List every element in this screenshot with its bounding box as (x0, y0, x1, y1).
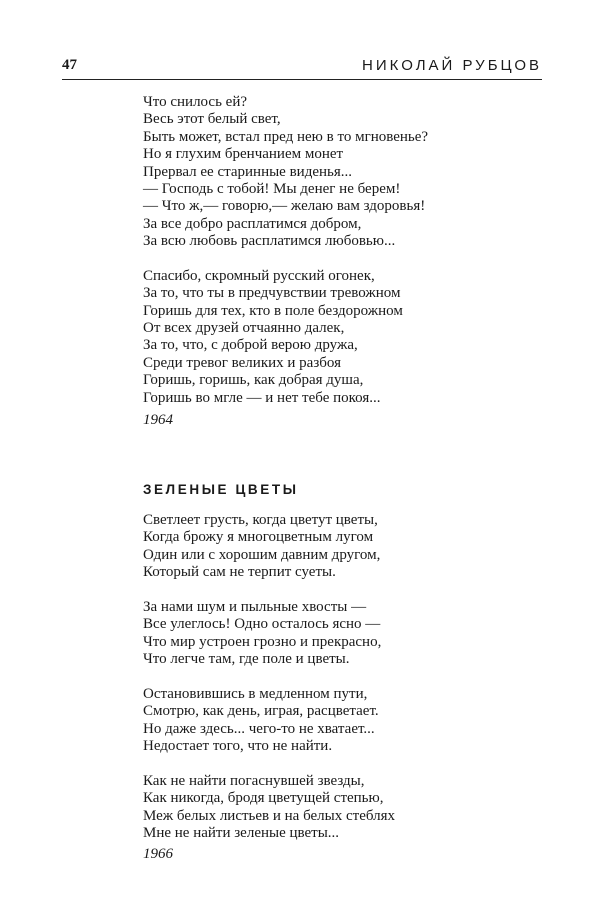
poem-line: Что мир устроен грозно и прекрасно, (143, 633, 382, 650)
poem-line: Но я глухим бренчанием монет (143, 146, 344, 163)
poem-line: Когда брожу я многоцветным лугом (143, 529, 374, 546)
poem-line: — Что ж,— говорю,— желаю вам здоровья! (143, 198, 426, 215)
poem-line: Спасибо, скромный русский огонек, (143, 267, 375, 284)
poem-2-date: 1966 (143, 846, 173, 862)
poem-line: — Господь с тобой! Мы денег не берем! (143, 180, 401, 197)
poem-line: Горишь во мгле — и нет тебе покоя... (143, 389, 381, 406)
poem-line: За то, что ты в предчувствии тревожном (143, 285, 401, 302)
poem-line: Один или с хорошим давним другом, (143, 546, 381, 563)
stanza (143, 599, 543, 669)
poem-line: Светлеет грусть, когда цветут цветы, (143, 512, 378, 528)
stanza (143, 94, 543, 251)
poem-line: Горишь для тех, кто в поле бездорожном (143, 302, 403, 319)
poem-line: Как не найти погаснувшей звезды, (143, 772, 365, 789)
poem-line: Быть может, встал пред нею в то мгновенье? (143, 128, 429, 145)
stanza (143, 686, 543, 756)
running-head (62, 55, 542, 81)
poem-line: Остановившись в медленном пути, (143, 685, 368, 702)
poem-line: Недостает того, что не найти. (143, 738, 333, 755)
poem-line: Все улеглось! Одно осталось ясно — (143, 616, 381, 633)
poem-line: За то, что, с доброй верою дружа, (143, 337, 358, 354)
header-rule (62, 79, 542, 80)
poem-line: Мне не найти зеленые цветы... (143, 825, 340, 842)
poem-line: Который сам не терпит суеты. (143, 564, 336, 581)
poem-line: За всю любовь расплатимся любовью... (143, 233, 396, 250)
stanza-gap (143, 755, 543, 772)
poem-1-date: 1964 (143, 412, 173, 428)
stanza (143, 512, 543, 582)
stanza-gap (143, 582, 543, 599)
stanza-gap (143, 669, 543, 686)
poem-line: За нами шум и пыльные хвосты — (143, 598, 367, 615)
poem-line: Весь этот белый свет, (143, 111, 281, 128)
running-head-author: НИКОЛАЙ РУБЦОВ (362, 57, 542, 74)
stanza (143, 773, 543, 843)
stanza-gap (143, 251, 543, 268)
poem-line: Что легче там, где поле и цветы. (143, 651, 350, 668)
poem-line: Что снилось ей? (143, 94, 248, 110)
poem-line: Горишь, горишь, как добрая душа, (143, 372, 364, 389)
poem-line: Меж белых листьев и на белых стеблях (143, 807, 396, 824)
poem-line: Смотрю, как день, играя, расцветает. (143, 703, 379, 720)
poem-line: Как никогда, бродя цветущей степью, (143, 790, 384, 807)
poem-2-body (143, 512, 543, 842)
poem-line: От всех друзей отчаянно далек, (143, 320, 345, 337)
poem-2-title: ЗЕЛЕНЫЕ ЦВЕТЫ (143, 482, 299, 497)
poem-line: Прервал ее старинные виденья... (143, 163, 353, 180)
poem-line: Но даже здесь... чего-то не хватает... (143, 720, 375, 737)
poem-line: Среди тревог великих и разбоя (143, 354, 341, 371)
poem-line: За все добро расплатимся добром, (143, 215, 362, 232)
stanza (143, 268, 543, 407)
poem-1-body (143, 94, 543, 407)
page-number: 47 (62, 57, 77, 73)
